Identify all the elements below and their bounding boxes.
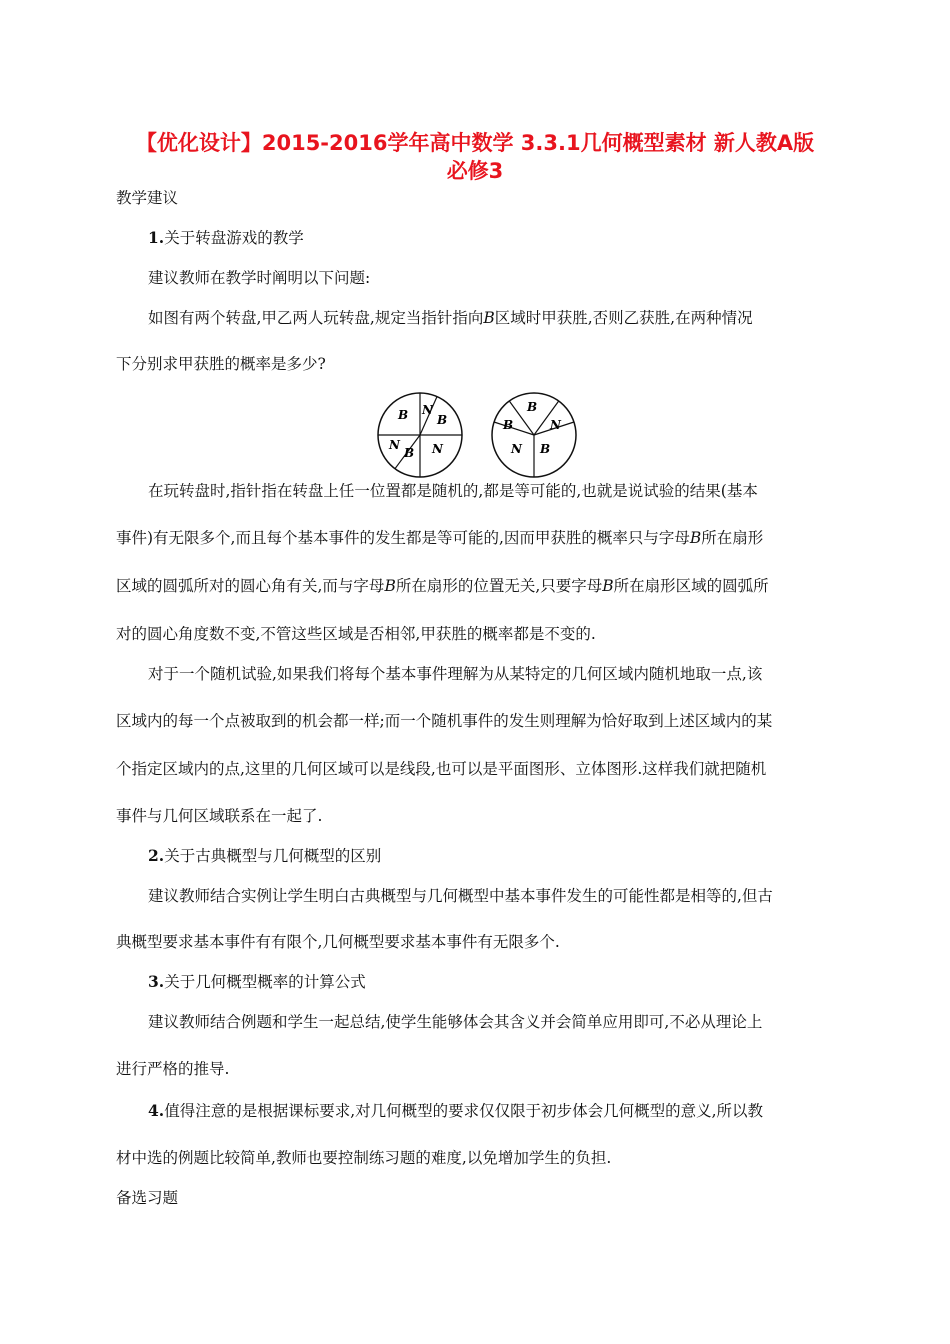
para1-line3 xyxy=(116,576,769,596)
para1-text: 所在扇形 xyxy=(701,529,764,547)
item1-heading xyxy=(148,228,304,248)
para2-line1: 对于一个随机试验,如果我们将每个基本事件理解为从某特定的几何区域内随机地取一点,该 xyxy=(148,665,763,683)
var-b: B xyxy=(602,577,614,595)
document-title-line2: 必修3 xyxy=(446,159,504,183)
para1-line2 xyxy=(116,528,763,548)
item3-line2: 进行严格的推导. xyxy=(116,1060,230,1078)
section-heading-teaching: 教学建议 xyxy=(116,189,179,207)
item3-number: 3. xyxy=(148,972,165,991)
para2-line2: 区域内的每一个点被取到的机会都一样;而一个随机事件的发生则理解为恰好取到上述区域内的某 xyxy=(116,712,773,730)
wheel-left-label: N xyxy=(389,438,400,452)
question-text-b: 区域时甲获胜,否则乙获胜,在两种情况 xyxy=(494,309,753,327)
var-b: B xyxy=(689,529,702,547)
item2-heading xyxy=(148,846,381,866)
section-heading-exercises: 备选习题 xyxy=(116,1189,179,1207)
wheel-right-label: B xyxy=(540,442,551,456)
wheel-left-label: N xyxy=(422,403,433,417)
para1-text: 所在扇形区域的圆弧所 xyxy=(613,577,769,595)
item1-question-line2: 下分别求甲获胜的概率是多少? xyxy=(116,355,326,373)
wheel-left-label: B xyxy=(398,408,409,422)
item3-line1: 建议教师结合例题和学生一起总结,使学生能够体会其含义并会简单应用即可,不必从理论上 xyxy=(148,1013,763,1031)
item4-line2: 材中选的例题比较简单,教师也要控制练习题的难度,以免增加学生的负担. xyxy=(116,1149,612,1167)
item2-heading-text: 关于古典概型与几何概型的区别 xyxy=(164,847,382,865)
item1-question-line1 xyxy=(148,308,753,328)
item2-line2: 典概型要求基本事件有有限个,几何概型要求基本事件有无限多个. xyxy=(116,933,560,951)
document-title-line1: 【优化设计】2015-2016学年高中数学 3.3.1几何概型素材 新人教A版 xyxy=(135,131,815,155)
item4-line1 xyxy=(148,1101,763,1121)
wheel-left-label: B xyxy=(404,446,415,460)
spinner-wheel-left xyxy=(375,390,465,480)
para1-line1: 在玩转盘时,指针指在转盘上任一位置都是随机的,都是等可能的,也就是说试验的结果(基本 xyxy=(148,482,758,500)
spinner-wheel-right xyxy=(489,390,579,480)
item3-heading xyxy=(148,972,366,992)
para1-line4: 对的圆心角度数不变,不管这些区域是否相邻,甲获胜的概率都是不变的. xyxy=(116,625,596,643)
var-b: B xyxy=(483,309,495,327)
item1-heading-text: 关于转盘游戏的教学 xyxy=(164,229,304,247)
var-b: B xyxy=(384,577,396,595)
para2-line3: 个指定区域内的点,这里的几何区域可以是线段,也可以是平面图形、立体图形.这样我们就把随机 xyxy=(116,760,767,778)
question-text-a: 如图有两个转盘,甲乙两人玩转盘,规定当指针指向 xyxy=(148,309,484,327)
wheel-right-label: B xyxy=(503,418,514,432)
item4-number: 4. xyxy=(148,1101,165,1120)
item2-line1: 建议教师结合实例让学生明白古典概型与几何概型中基本事件发生的可能性都是相等的,但古 xyxy=(148,887,773,905)
wheel-right-label: N xyxy=(550,418,561,432)
item2-number: 2. xyxy=(148,846,165,865)
para1-text: 所在扇形的位置无关,只要字母 xyxy=(395,577,603,595)
item3-heading-text: 关于几何概型概率的计算公式 xyxy=(164,973,366,991)
wheel-left-label: N xyxy=(432,442,443,456)
para1-text: 区域的圆弧所对的圆心角有关,而与字母 xyxy=(116,577,385,595)
wheel-right-label: B xyxy=(527,400,538,414)
wheel-left-label: B xyxy=(437,413,448,427)
item1-number: 1. xyxy=(148,228,165,247)
wheel-right-label: N xyxy=(511,442,522,456)
item1-intro: 建议教师在教学时阐明以下问题: xyxy=(148,269,371,287)
para1-text: 事件)有无限多个,而且每个基本事件的发生都是等可能的,因而甲获胜的概率只与字母 xyxy=(116,529,690,547)
para2-line4: 事件与几何区域联系在一起了. xyxy=(116,807,323,825)
item4-text: 值得注意的是根据课标要求,对几何概型的要求仅仅限于初步体会几何概型的意义,所以教 xyxy=(164,1102,764,1120)
